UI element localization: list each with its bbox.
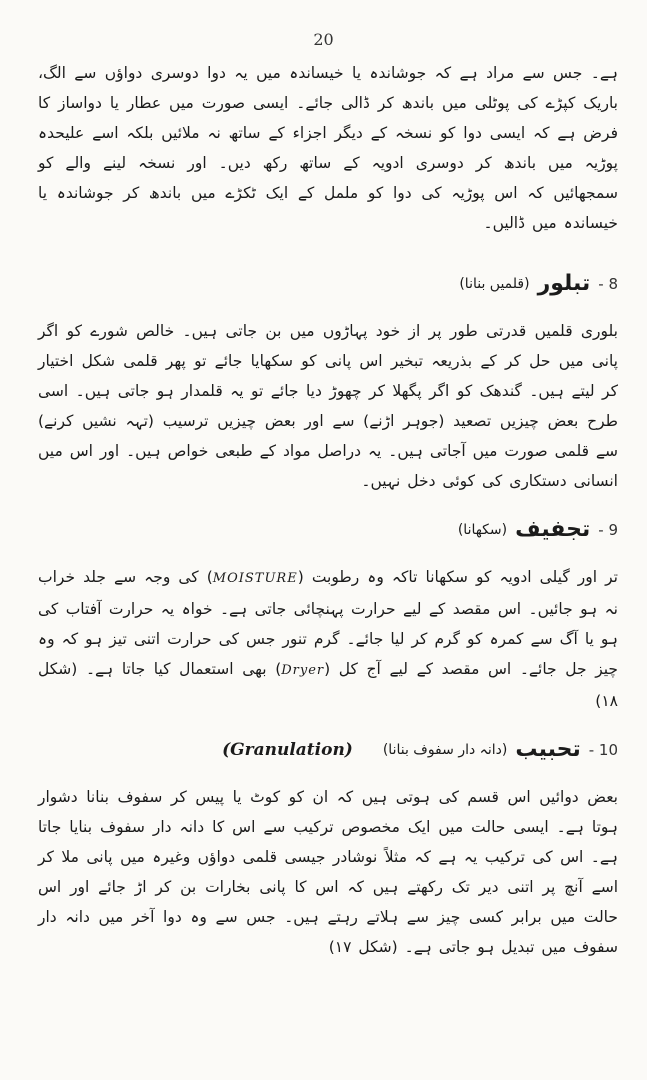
section-8-title: تبلور (537, 271, 591, 296)
section-9-text-c: ) بھی استعمال کیا جاتا ہے۔ (شکل ۱۸) (38, 660, 618, 710)
page-body (38, 58, 618, 980)
section-8-heading (38, 268, 618, 300)
intro-paragraph: ہے۔ جس سے مراد ہے کہ جوشاندہ یا خیساندہ میں یہ دوا دوسری دواؤں سے الگ، باریک کپڑے کی پوٹلی میں باندھ کر ڈالی جائے۔ ایسی صورت میں عطار یا دواساز کا فرض ہے کہ ایسی دوا کو نسخہ کے دیگر اجزاء کے ساتھ نہ ملائیں بلکہ اسے علیحدہ پوڑیہ میں باندھ کر دوسری ادویہ کے ساتھ رکھ دیں۔ اور نسخہ لینے والے کو سمجھائیں کہ اس پوڑیہ کی دوا کو ململ کے ایک ٹکڑے میں باندھ کر جوشاندہ یا خیساندہ میں ڈالیں۔ (38, 64, 618, 232)
section-10-latin-title: (Granulation) (222, 740, 353, 760)
section-10-number: 10 - (588, 741, 618, 759)
section-8-paragraph: بلوری قلمیں قدرتی طور پر از خود پہاڑوں میں بن جاتی ہیں۔ خالص شورے کو اگر پانی میں حل کر کے بذریعہ تبخیر اس پانی کو سکھایا جائے تو پھر قلمی شکل اختیار کر لیتے ہیں۔ گندھک کو اگر پگھلا کر چھوڑ دیا جائے تو یہ قلمدار ہو جاتی ہیں۔ اسی طرح بعض چیزیں تصعید (جوہر اڑنے) سے اور بعض چیزیں ترسیب (تہہ نشیں کرنے) سے قلمی صورت میں آجاتی ہیں۔ یہ دراصل مواد کے طبعی خواص ہیں۔ اور اس میں انسانی دستکاری کی کوئی دخل نہیں۔ (38, 322, 618, 490)
section-10-paragraph: بعض دوائیں اس قسم کی ہوتی ہیں کہ ان کو کوٹ یا پیس کر سفوف بنانا دشوار ہوتا ہے۔ ایسی حالت میں ایک مخصوص ترکیب سے اس کا دانہ دار سفوف بنایا جاتا ہے۔ اس کی ترکیب یہ ہے کہ مثلاً نوشادر جیسی قلمی دواؤں وغیرہ میں پانی ملا کر اسے آنچ پر اتنی دیر تک رکھتے ہیں کہ اس کا پانی بخارات بن کر اڑ جائے اور اس حالت میں برابر کسی چیز سے ہلاتے رہتے ہیں۔ جس سے وہ دوا آخر میں دانہ دار سفوف میں تبدیل ہو جاتی ہے۔ (شکل ۱۷) (38, 788, 618, 956)
section-9-text-b: ) کی وجہ سے جلد خراب نہ ہو جائیں۔ اس مقصد کے لیے حرارت پہنچائی جاتی ہے۔ خواہ یہ حرارت آفتاب کی ہو یا آگ سے کمرہ کو گرم کر لیا جائے۔ گرم تنور جس کی حرارت اتنی تیز ہو کہ وہ چیز جل جائے۔ اس مقصد کے لیے آج کل ( (38, 568, 618, 678)
page-number: 20 (313, 30, 334, 49)
moisture-term: MOISTURE (212, 571, 298, 586)
section-10-subtitle: (دانہ دار سفوف بنانا) (382, 742, 508, 758)
section-9-number: 9 - (598, 521, 618, 539)
section-9-text-a: تر اور گیلی ادویہ کو سکھانا تاکہ وہ رطوبت ( (297, 568, 618, 586)
section-9-heading (38, 514, 618, 546)
section-8-subtitle: (قلمیں بنانا) (459, 276, 530, 292)
section-9-title: تجفیف (515, 517, 591, 542)
section-9-paragraph (38, 562, 618, 716)
section-8-number: 8 - (598, 275, 618, 293)
section-10-heading (38, 734, 618, 766)
dryer-term: Dryer (281, 663, 325, 678)
section-10-title: تحبیب (515, 737, 581, 762)
section-9-subtitle: (سکھانا) (457, 522, 508, 538)
